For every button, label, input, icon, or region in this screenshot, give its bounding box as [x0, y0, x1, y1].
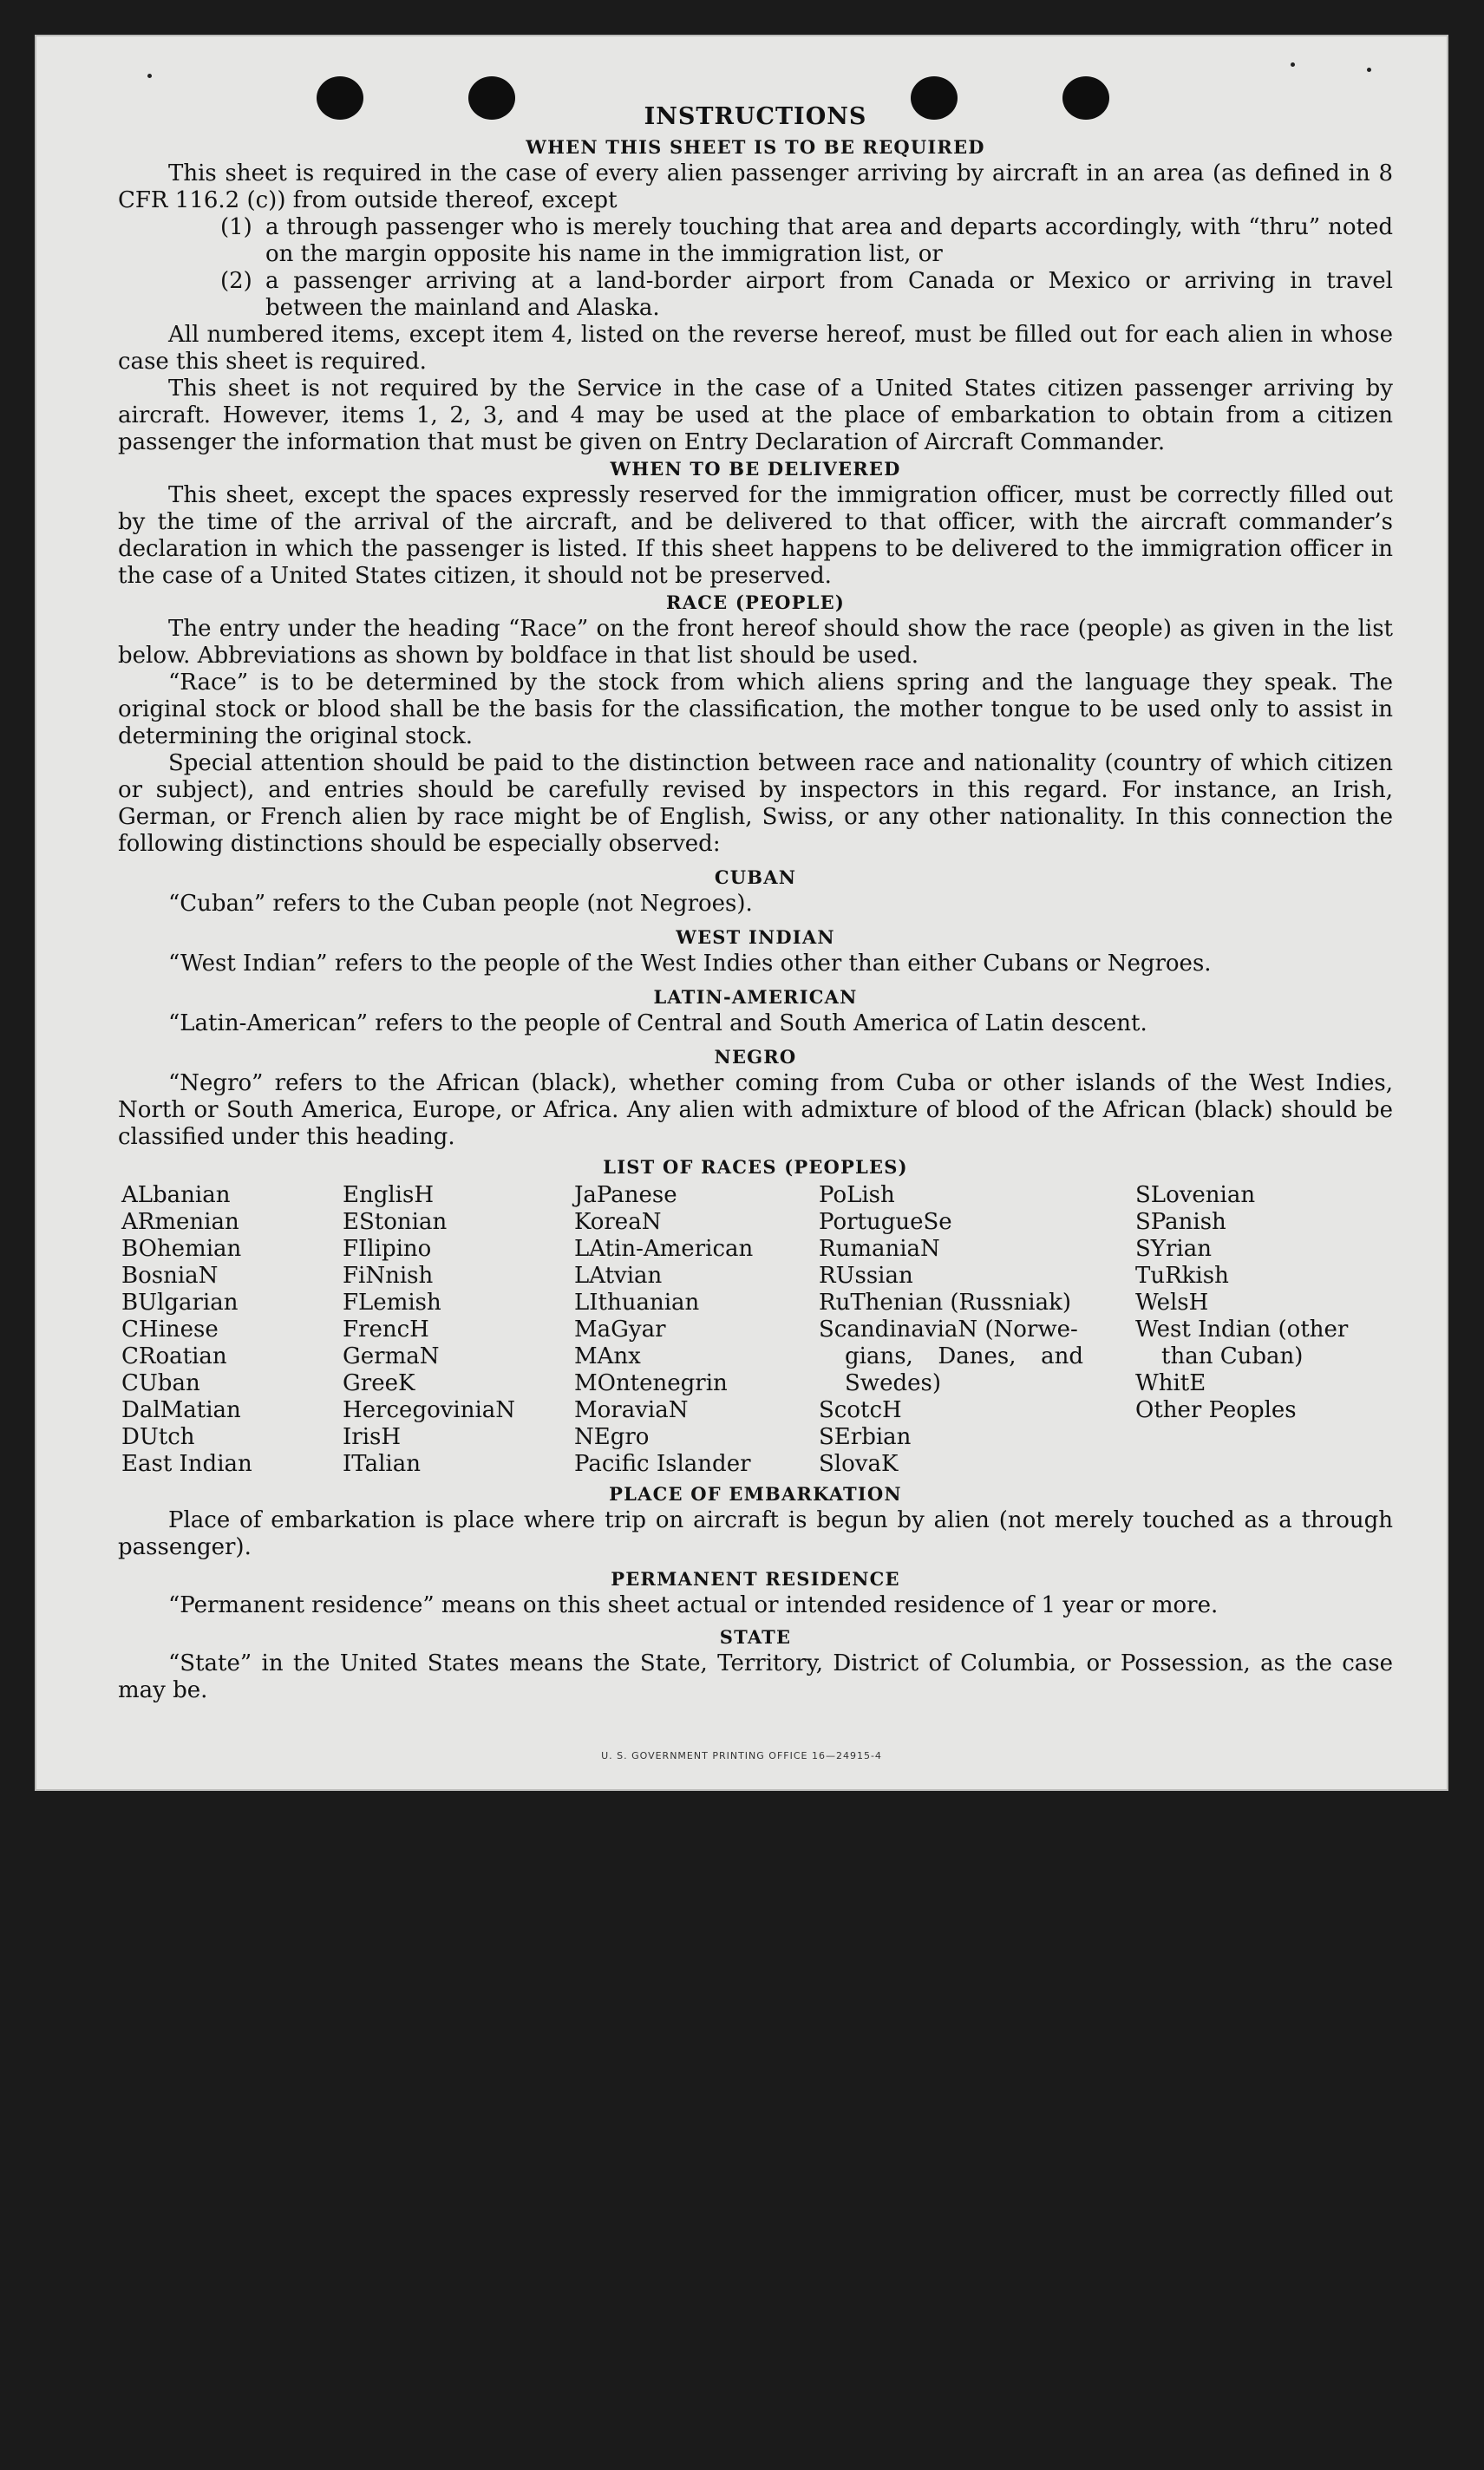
race-item: ScotcH — [819, 1397, 902, 1423]
race-item: ALbanian — [121, 1182, 231, 1208]
race-item: PortugueSe — [819, 1209, 952, 1235]
race-item: DalMatian — [121, 1397, 241, 1423]
race-item: WelsH — [1135, 1290, 1209, 1316]
speck — [147, 74, 152, 78]
item-number: (2) — [220, 268, 252, 294]
race-item: CRoatian — [121, 1343, 227, 1369]
item-number: (1) — [220, 214, 252, 240]
race-item: Other Peoples — [1135, 1397, 1297, 1423]
race-item: SErbian — [819, 1424, 912, 1450]
race-item: GermaN — [343, 1343, 440, 1369]
section-heading: PLACE OF EMBARKATION — [609, 1483, 902, 1505]
race-item: CUban — [121, 1370, 200, 1396]
paragraph: “Race” is to be determined by the stock from which aliens spring and the language they speak. The original stock or blood shall be the basis for the classification, the mother tongue to be used only to assist in determining the original stock. — [118, 670, 1393, 749]
race-item-continued: than Cuban) — [1161, 1343, 1304, 1369]
item-text: a through passenger who is merely touching that area and departs accordingly, with “thru” noted on the margin opposite his name in the immigration list, or — [265, 214, 1393, 267]
race-item: FiNnish — [343, 1263, 434, 1289]
paragraph: “State” in the United States means the State, Territory, District of Columbia, or Possession, as the case may be. — [118, 1650, 1393, 1703]
document-sheet — [35, 35, 1448, 1791]
race-item: NEgro — [574, 1424, 650, 1450]
race-item: FrencH — [343, 1317, 429, 1343]
numbered-item — [118, 268, 1393, 322]
race-item: MaGyar — [574, 1317, 666, 1343]
race-item: ARmenian — [121, 1209, 239, 1235]
race-item: ScandinaviaN (Norwe- — [819, 1317, 1078, 1343]
speck — [1367, 68, 1371, 72]
races-column — [574, 1182, 819, 1478]
paragraph: All numbered items, except item 4, listed on the reverse hereof, must be filled out for each alien in whose case this sheet is required. — [118, 322, 1393, 375]
race-item: FLemish — [343, 1290, 441, 1316]
section-heading: RACE (PEOPLE) — [666, 591, 845, 613]
paragraph: This sheet is not required by the Service in the case of a United States citizen passenger arriving by aircraft. However, items 1, 2, 3, and 4 may be used at the place of embarkation to obtain from a citizen passenger the information that must be given on Entry Declaration of Aircraft Commander. — [118, 376, 1393, 455]
numbered-item — [118, 214, 1393, 268]
race-item: SPanish — [1135, 1209, 1226, 1235]
race-item: Pacific Islander — [574, 1451, 751, 1477]
race-item: BUlgarian — [121, 1290, 239, 1316]
section-heading: LATIN-AMERICAN — [653, 986, 858, 1008]
section-heading: WHEN THIS SHEET IS TO BE REQUIRED — [526, 136, 985, 158]
race-item: CHinese — [121, 1317, 219, 1343]
race-item: PoLish — [819, 1182, 895, 1208]
paragraph: “West Indian” refers to the people of the West Indies other than either Cubans or Negroes. — [168, 951, 1212, 977]
speck — [1291, 62, 1295, 67]
race-item: SYrian — [1135, 1236, 1212, 1262]
section-heading: NEGRO — [714, 1046, 797, 1068]
paragraph: “Permanent residence” means on this sheet actual or intended residence of 1 year or more. — [168, 1592, 1219, 1618]
race-item: SLovenian — [1135, 1182, 1256, 1208]
race-item: MOntenegrin — [574, 1370, 728, 1396]
race-item: LAtin-American — [574, 1236, 754, 1262]
race-item: DUtch — [121, 1424, 195, 1450]
race-item: MAnx — [574, 1343, 641, 1369]
paragraph: “Latin-American” refers to the people of Central and South America of Latin descent. — [168, 1010, 1147, 1036]
race-item: KoreaN — [574, 1209, 662, 1235]
race-item: WhitE — [1135, 1370, 1206, 1396]
race-item: HercegoviniaN — [343, 1397, 516, 1423]
race-item: RumaniaN — [819, 1236, 940, 1262]
race-item: SlovaK — [819, 1451, 899, 1477]
race-item-continued: Swedes) — [845, 1370, 941, 1396]
race-item: LIthuanian — [574, 1290, 700, 1316]
paragraph: The entry under the heading “Race” on the front hereof should show the race (people) as given in the list below. Abbreviations as shown by boldface in that list should be used. — [118, 616, 1393, 669]
race-item: East Indian — [121, 1451, 252, 1477]
race-item: RuThenian (Russniak) — [819, 1290, 1071, 1316]
race-item: BosniaN — [121, 1263, 219, 1289]
race-item: GreeK — [343, 1370, 415, 1396]
printer-imprint: U. S. GOVERNMENT PRINTING OFFICE 16—24915-4 — [601, 1750, 882, 1761]
paragraph: Place of embarkation is place where trip on aircraft is begun by alien (not merely touched as a through passenger). — [118, 1507, 1393, 1560]
paragraph: This sheet, except the spaces expressly reserved for the immigration officer, must be correctly filled out by the time of the arrival of the aircraft, and be delivered to that officer, with the aircraft commander’s declaration in which the passenger is listed. If this sheet happens to be delivered to the immigration officer in the case of a United States citizen, it should not be preserved. — [118, 482, 1393, 589]
race-item: ITalian — [343, 1451, 421, 1477]
races-column — [121, 1182, 343, 1478]
races-column — [343, 1182, 574, 1478]
paragraph: This sheet is required in the case of every alien passenger arriving by aircraft in an area (as defined in 8 CFR 116.2 (c)) from outside thereof, except — [118, 160, 1393, 213]
section-heading: PERMANENT RESIDENCE — [611, 1568, 900, 1590]
paragraph: Special attention should be paid to the distinction between race and nationality (country of which citizen or subject), and entries should be carefully revised by inspectors in this regard. For instance, an Irish, German, or French alien by race might be of English, Swiss, or any other nationality. In this connection the following distinctions should be especially observed: — [118, 750, 1393, 857]
section-heading: WEST INDIAN — [676, 926, 835, 948]
section-heading: WHEN TO BE DELIVERED — [610, 458, 901, 480]
paragraph: “Negro” refers to the African (black), whether coming from Cuba or other islands of the West Indies, North or South America, Europe, or Africa. Any alien with admixture of blood of the African (black) should be classified under this heading. — [118, 1070, 1393, 1150]
races-column — [819, 1182, 1135, 1478]
race-item-continued: gians, Danes, and — [845, 1343, 1083, 1369]
race-item: RUssian — [819, 1263, 913, 1289]
race-item: FIlipino — [343, 1236, 432, 1262]
section-heading: STATE — [719, 1626, 792, 1648]
races-list — [118, 1182, 1393, 1478]
title: INSTRUCTIONS — [644, 103, 867, 130]
races-column — [1135, 1182, 1383, 1478]
race-item: LAtvian — [574, 1263, 663, 1289]
paragraph: “Cuban” refers to the Cuban people (not Negroes). — [168, 891, 753, 917]
race-item: JaPanese — [574, 1182, 677, 1208]
race-item: EStonian — [343, 1209, 448, 1235]
race-item: EnglisH — [343, 1182, 435, 1208]
section-heading: LIST OF RACES (PEOPLES) — [603, 1156, 908, 1178]
race-item: MoraviaN — [574, 1397, 689, 1423]
item-text: a passenger arriving at a land-border airport from Canada or Mexico or arriving in travel between the mainland and Alaska. — [265, 268, 1393, 321]
section-heading: CUBAN — [714, 866, 797, 888]
race-item: TuRkish — [1135, 1263, 1229, 1289]
race-item: IrisH — [343, 1424, 402, 1450]
race-item: West Indian (other — [1135, 1317, 1349, 1343]
race-item: BOhemian — [121, 1236, 242, 1262]
instructions-body — [118, 100, 1393, 1704]
